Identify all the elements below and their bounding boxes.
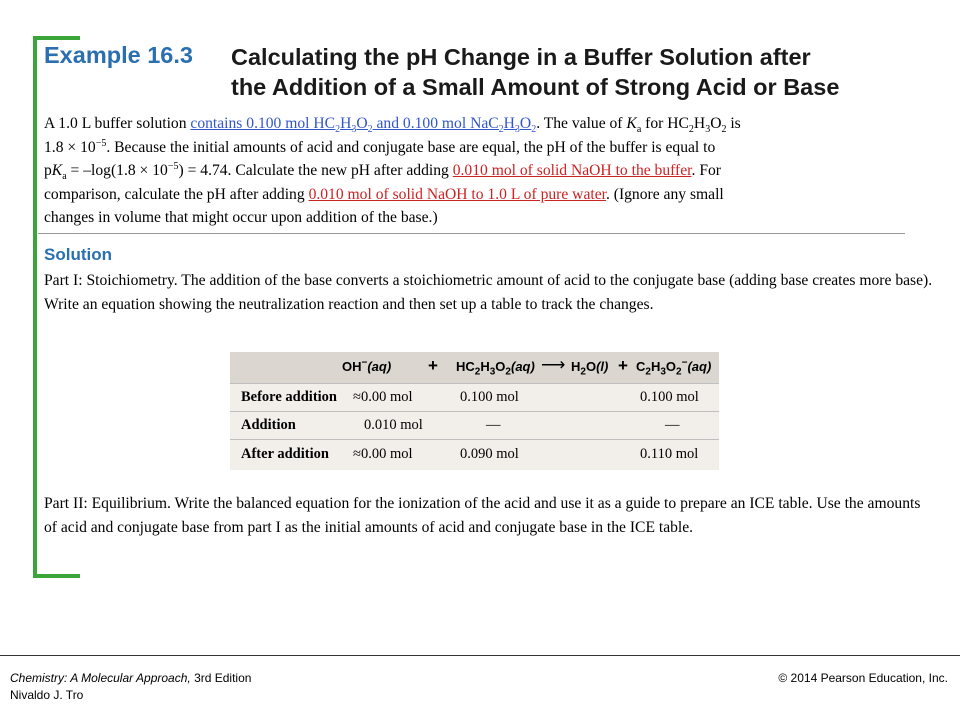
highlight-naoh-buffer: 0.010 mol of solid NaOH to the buffer — [452, 162, 692, 179]
header-acid: $HC_2H_3O_2(aq)$ — [456, 359, 535, 378]
table-row — [230, 383, 719, 411]
table-row — [230, 411, 719, 439]
solution-part-1: Part I: Stoichiometry. The addition of the base converts a stoichiometric amount of acid to the conjugate base (adding base creates more base). Write an equation showing the neutralization reaction and then set up a table to track the changes. — [44, 272, 933, 313]
row-label: After addition — [241, 446, 329, 462]
cell-acid: — — [486, 417, 501, 433]
section-divider — [38, 233, 905, 234]
cell-acid: 0.100 mol — [460, 389, 519, 405]
highlight-naoh-water: 0.010 mol of solid NaOH to 1.0 L of pure water — [308, 185, 606, 203]
cell-acid: 0.090 mol — [460, 446, 519, 462]
example-label: Example 16.3 — [44, 42, 193, 68]
header-plus-1: + — [428, 356, 438, 375]
footer-copyright: © 2014 Pearson Education, Inc. — [778, 671, 948, 685]
row-label: Before addition — [241, 389, 337, 405]
highlight-buffer-contents: contains 0.100 mol $HC_2H_3O_2$ and 0.100 mol $NaC_2H_3O_2$ — [190, 115, 537, 136]
header-plus-2: + — [618, 356, 628, 375]
cell-base: 0.100 mol — [640, 389, 699, 405]
cell-base: — — [665, 417, 680, 433]
footer-book-title: Chemistry: A Molecular Approach, 3rd Edition — [10, 671, 252, 685]
title-line-2: the Addition of a Small Amount of Strong Acid or Base — [231, 74, 840, 100]
title-line-1: Calculating the pH Change in a Buffer Solution after — [231, 44, 811, 70]
header-conjugate-base: $C_2H_3O_2^-(aq)$ — [636, 357, 712, 378]
header-hydroxide: OH−(aq) — [342, 357, 392, 374]
header-arrow: ⟶ — [541, 355, 566, 374]
row-label: Addition — [241, 417, 296, 433]
footer-divider — [0, 655, 960, 656]
header-water: $H_2O(l)$ — [571, 359, 609, 378]
stoichiometry-table — [230, 352, 719, 470]
table-row — [230, 439, 719, 470]
cell-hydroxide: 0.010 mol — [364, 417, 423, 433]
footer-author: Nivaldo J. Tro — [10, 688, 84, 702]
cell-hydroxide: ≈0.00 mol — [353, 389, 413, 405]
solution-heading: Solution — [44, 245, 112, 264]
cell-hydroxide: ≈0.00 mol — [353, 446, 413, 462]
problem-statement: A 1.0 L buffer solution contains 0.100 mol $HC_2H_3O_2$ and 0.100 mol $NaC_2H_3O_2$. The value of $K_a$ for $HC_2H_3O_2$ is $1.8 \times 10^{-5}$. Because the initial amounts of acid and conjugate base are equal, the pH of the buffer is equal to $pK_a = -\log(1.8 \times 10^{-5}) = 4.74$. Calculate the new pH after adding 0.010 mol of solid NaOH to the buffer. For comparison, calculate the pH after adding 0.010 mol of solid NaOH to 1.0 L of pure water. (Ignore any small changes in volume that might occur upon addition of the base.) — [44, 115, 741, 226]
table-header — [230, 352, 719, 383]
example-title — [231, 42, 951, 102]
solution-part-2: Part II: Equilibrium. Write the balanced equation for the ionization of the acid and use it as a guide to prepare an ICE table. Use the amounts of acid and conjugate base from part I as the initial amounts of acid and conjugate base in the ICE table. — [44, 495, 921, 536]
problem-text: A 1.0 L buffer solution — [44, 115, 191, 132]
cell-base: 0.110 mol — [640, 446, 699, 462]
